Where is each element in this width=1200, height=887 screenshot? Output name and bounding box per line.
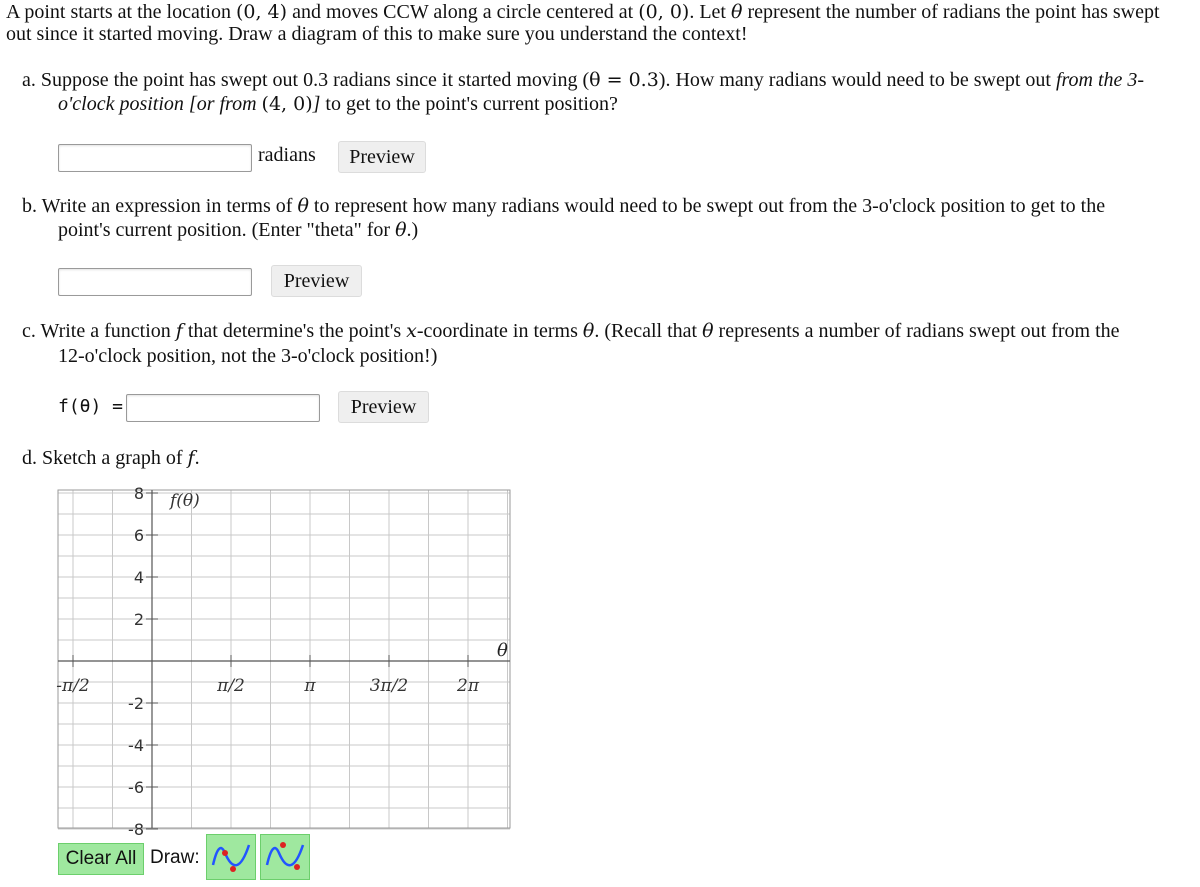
question-text: to represent how many radians would need to be swept out from the 3-o'clock position to get to the [308,195,1106,217]
circle-center: (0, 0) [638,1,690,23]
question-text: to get to the point's current position? [320,93,618,115]
function-symbol: f [187,447,195,469]
y-tick-label: 2 [133,610,144,629]
question-text: c. Write a function [22,320,176,342]
part-c-question [22,319,1120,343]
theta-equation: θ = 0.3 [589,69,659,91]
intro-text: A point starts at the location [6,1,236,23]
theta-symbol: θ [582,320,595,342]
y-tick-label: 6 [133,526,144,545]
x-axis-label: θ [497,640,508,661]
clear-all-button[interactable]: Clear All [58,843,144,875]
question-italic: from the 3- [1055,69,1145,91]
y-tick-label: -6 [128,778,144,797]
x-tick-label: π [304,676,316,696]
part-a-answer-input[interactable] [58,144,252,172]
y-tick-label: 8 [133,484,144,503]
theta-symbol: θ [395,219,407,241]
question-text: 12-o'clock position, not the 3-o'clock position!) [58,345,438,367]
part-b-answer-input[interactable] [58,268,252,296]
draw-label: Draw: [150,847,200,868]
part-c-preview-button[interactable]: Preview [338,391,429,423]
question-italic: o'clock position [or from [58,93,262,115]
radians-label: radians [258,144,316,166]
intro-text: represent the number of radians the point has swept [742,1,1160,23]
question-text: that determine's the point's [182,320,407,342]
part-c-question-line-2 [58,344,437,368]
start-point: (0, 4) [235,1,288,23]
part-b-question [22,194,1105,218]
intro-line-1 [6,0,1160,24]
part-a-question-line-2 [58,92,618,116]
y-axis-label: f(θ) [170,491,200,511]
y-tick-label: -8 [128,820,144,839]
question-text: ). How many radians would need to be swept out [658,69,1056,91]
intro-line-2 [6,22,747,46]
question-text: .) [406,219,419,241]
intro-text: . Let [689,1,731,23]
x-symbol: x [406,320,417,342]
intro-text: and moves CCW along a circle centered at [287,1,639,23]
sine-curve-alt-tool-icon[interactable] [260,834,310,880]
question-text: . [194,447,200,469]
part-a-question [22,68,1144,92]
part-d-question [22,446,200,470]
question-text: a. Suppose the point has swept out 0.3 radians since it started moving ( [22,69,590,91]
intro-text: out since it started moving. Draw a diagram of this to make sure you understand the context! [6,23,748,45]
x-tick-label: -π/2 [56,676,90,696]
graph-axes [58,490,510,829]
y-tick-label: -2 [128,694,144,713]
question-italic: ] [312,93,321,115]
question-text: -coordinate in terms [416,320,583,342]
part-b-preview-button[interactable]: Preview [271,265,362,297]
point-4-0: (4, 0) [261,93,313,115]
question-text: . (Recall that [594,320,703,342]
question-text: b. Write an expression in terms of [22,195,298,217]
graph-border [58,490,510,828]
graph-grid [58,490,510,829]
part-c-answer-input[interactable] [126,394,320,422]
x-tick-label: 2π [457,676,479,696]
theta-symbol: θ [702,320,714,342]
y-tick-label: -4 [128,736,144,755]
sine-curve-tool-icon[interactable] [206,834,256,880]
theta-symbol: θ [730,1,743,23]
question-text: d. Sketch a graph of [22,447,188,469]
graph-tick-labels [56,484,480,839]
x-tick-label: 3π/2 [369,676,409,696]
part-b-question-line-2 [58,218,418,242]
function-label: f(θ) = [58,396,124,417]
function-symbol: f [175,320,183,342]
x-tick-label: π/2 [217,676,245,696]
y-tick-label: 4 [133,568,144,587]
part-a-preview-button[interactable]: Preview [338,141,426,173]
question-text: represents a number of radians swept out from the [713,320,1120,342]
theta-symbol: θ [297,195,309,217]
question-text: point's current position. (Enter "theta" for [58,219,396,241]
